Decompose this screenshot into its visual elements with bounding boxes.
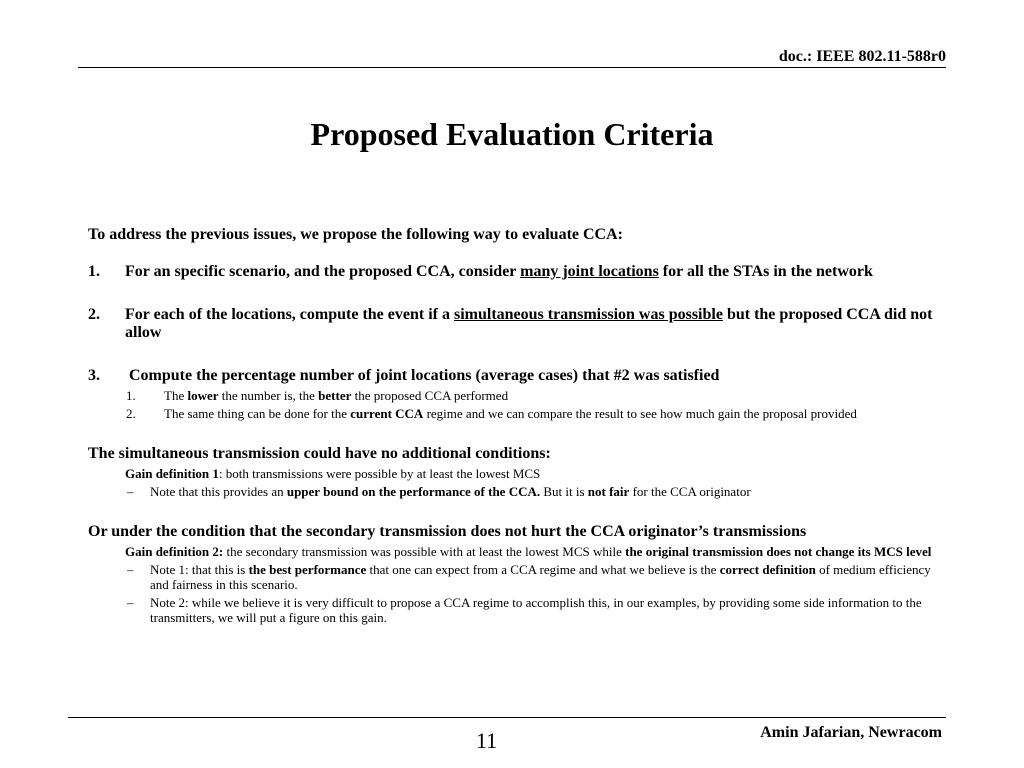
note-text: Note 2: while we believe it is very difficult to propose a CCA regime to accomplish this, in our examples, by providing some side information to the transmitters, we will put a figure on this gain. — [150, 595, 922, 625]
dash-bullet: – — [127, 562, 134, 577]
section-heading-2: Or under the condition that the secondary transmission does not hurt the CCA originator’s transmissions — [88, 523, 807, 540]
note-text: Note that this provides an — [150, 484, 287, 499]
dash-bullet: – — [127, 484, 134, 499]
note-bold: correct definition — [719, 562, 816, 577]
header-rule — [78, 67, 946, 68]
definition-label: Gain definition 2: — [125, 544, 224, 559]
item-text: for all the STAs in the network — [658, 263, 873, 280]
slide-title: Proposed Evaluation Criteria — [310, 116, 714, 152]
sub-item-1 — [88, 388, 948, 403]
sub-bold: better — [318, 388, 352, 403]
intro-text: To address the previous issues, we propose the following way to evaluate CCA: — [88, 226, 623, 243]
note-text: for the CCA originator — [629, 484, 751, 499]
item-underline: many joint locations — [520, 263, 659, 280]
item-underline: simultaneous transmission was possible — [453, 306, 723, 323]
footer-rule — [68, 717, 946, 718]
gain-definition-2 — [88, 544, 948, 559]
list-item-1 — [88, 263, 948, 281]
note-text: that one can expect from a CCA regime and what we believe is the — [366, 562, 720, 577]
author: Amin Jafarian, Newracom — [760, 724, 942, 741]
section-heading-1: The simultaneous transmission could have no additional conditions: — [88, 445, 551, 462]
note-item — [88, 595, 948, 625]
page-number: 11 — [476, 728, 498, 753]
sub-bold: current CCA — [350, 406, 424, 421]
doc-id: doc.: IEEE 802.11-588r0 — [778, 48, 946, 65]
item-text: but the proposed CCA did not allow — [125, 306, 933, 341]
sub-text: the proposed CCA performed — [351, 388, 509, 403]
definition-text: the secondary transmission was possible with at least the lowest MCS while — [223, 544, 626, 559]
sub-text: regime and we can compare the result to see how much gain the proposal provided — [423, 406, 857, 421]
note-item — [88, 562, 948, 592]
note-text: But it is — [540, 484, 588, 499]
note-bold: not fair — [587, 484, 630, 499]
sub-item-number: 2. — [126, 406, 136, 421]
note-bold: upper bound on the performance of the CCA. — [286, 484, 541, 499]
item-text: For an specific scenario, and the proposed CCA, consider — [125, 263, 521, 280]
item-text: For each of the locations, compute the event if a — [125, 306, 454, 323]
note-item — [88, 484, 948, 499]
definition-bold: the original transmission does not change its MCS level — [625, 544, 932, 559]
sub-bold: lower — [187, 388, 219, 403]
note-text: Note 1: that this is — [150, 562, 249, 577]
item-number: 1. — [88, 263, 100, 280]
item-number: 2. — [88, 306, 100, 323]
list-item-2 — [88, 306, 948, 342]
item-text: Compute the percentage number of joint locations (average cases) that #2 was satisfied — [125, 367, 720, 384]
slide-content — [88, 226, 948, 625]
definition-label: Gain definition 1 — [125, 466, 219, 481]
sub-text: The same thing can be done for the — [164, 406, 351, 421]
gain-definition-1 — [88, 466, 948, 481]
sub-item-2 — [88, 406, 948, 421]
note-text: of medium efficiency and fairness in this scenario. — [150, 562, 931, 592]
dash-bullet: – — [127, 595, 134, 610]
definition-text: : both transmissions were possible by at least the lowest MCS — [218, 466, 541, 481]
sub-text: The — [164, 388, 188, 403]
item-number: 3. — [88, 367, 100, 384]
sub-text: the number is, the — [218, 388, 319, 403]
sub-item-number: 1. — [126, 388, 136, 403]
list-item-3 — [88, 367, 948, 385]
note-bold: the best performance — [248, 562, 367, 577]
